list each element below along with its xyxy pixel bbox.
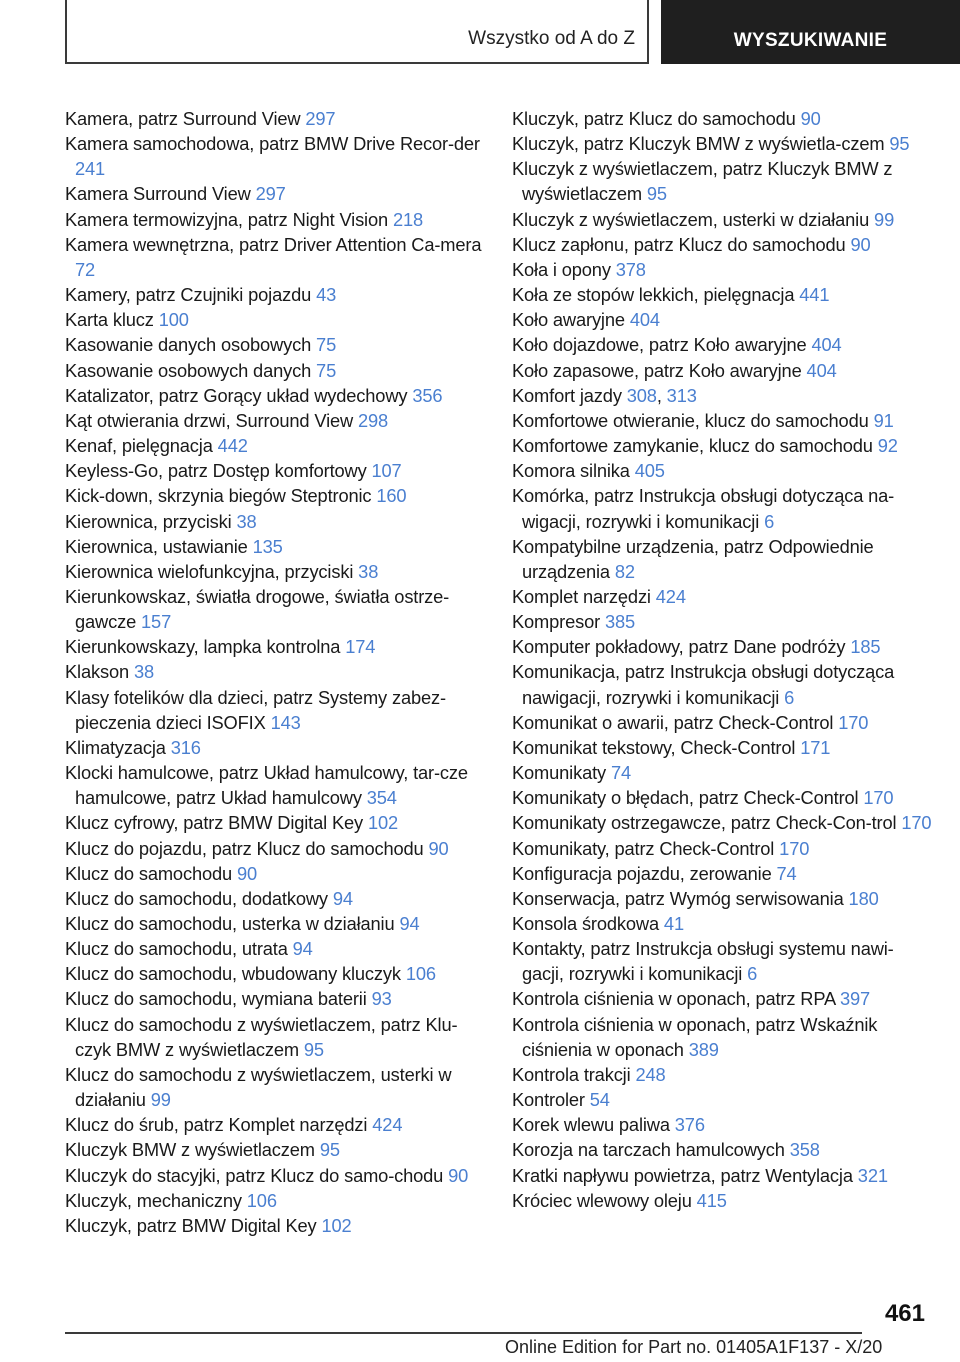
entry-term: Klocki hamulcowe, patrz Układ hamulcowy, tar-cze hamulcowe, patrz Układ hamulcowy xyxy=(65,762,468,809)
page-link[interactable]: 92 xyxy=(877,435,898,457)
page-link[interactable]: 397 xyxy=(840,988,871,1010)
entry-term: Kluczyk do stacyjki, patrz Klucz do samo-chodu xyxy=(65,1164,444,1186)
index-entry xyxy=(65,509,485,534)
page-link[interactable]: 82 xyxy=(614,560,635,582)
entry-term: Korek wlewu paliwa xyxy=(512,1114,670,1136)
index-entry xyxy=(512,433,932,458)
index-entry xyxy=(65,760,485,810)
index-entry xyxy=(512,207,932,232)
entry-term: Kamery, patrz Czujniki pojazdu xyxy=(65,284,312,306)
index-entry xyxy=(512,810,932,835)
page-link[interactable]: 424 xyxy=(655,585,686,607)
index-entry xyxy=(65,911,485,936)
page-link[interactable]: 38 xyxy=(358,560,379,582)
entry-term: Klucz cyfrowy, patrz BMW Digital Key xyxy=(65,812,363,834)
index-entry xyxy=(512,861,932,886)
page-link[interactable]: 95 xyxy=(303,1038,324,1060)
page-link[interactable]: 298 xyxy=(358,409,389,431)
entry-term: Kratki napływu powietrza, patrz Wentylacja xyxy=(512,1164,853,1186)
page-link[interactable]: 354 xyxy=(366,787,397,809)
tab-search[interactable]: WYSZUKIWANIE xyxy=(661,0,960,64)
page-link[interactable]: 376 xyxy=(674,1114,705,1136)
entry-term: Komunikaty xyxy=(512,762,607,784)
entry-term: Klucz do samochodu, wymiana baterii xyxy=(65,988,367,1010)
entry-term: Komunikaty o błędach, patrz Check-Control xyxy=(512,787,859,809)
entry-term: Komfortowe otwieranie, klucz do samochodu xyxy=(512,409,869,431)
page-link[interactable]: 405 xyxy=(634,460,665,482)
entry-term: Kluczyk z wyświetlaczem, usterki w działaniu xyxy=(512,208,870,230)
index-entry xyxy=(512,458,932,483)
page-link[interactable]: 99 xyxy=(874,208,895,230)
page-link[interactable]: 41 xyxy=(663,913,684,934)
page-link[interactable]: 6 xyxy=(764,510,775,532)
entry-term: Komórka, patrz Instrukcja obsługi dotycząca na-wigacji, rozrywki i komunikacji xyxy=(512,485,895,532)
index-entry xyxy=(65,207,485,232)
index-entry xyxy=(512,232,932,257)
page-link[interactable]: 91 xyxy=(873,409,894,431)
page-link[interactable]: 90 xyxy=(850,233,871,255)
page-link[interactable]: 38 xyxy=(236,510,257,532)
section-label[interactable]: Wszystko od A do Z xyxy=(468,28,635,49)
index-entry xyxy=(512,1163,932,1188)
entry-term: Klasy fotelików dla dzieci, patrz Systemy zabez-pieczenia dzieci ISOFIX xyxy=(65,686,446,733)
entry-term: Klucz do samochodu, dodatkowy xyxy=(65,887,328,909)
index-entry xyxy=(65,735,485,760)
index-entry xyxy=(65,307,485,332)
index-entry xyxy=(65,1163,485,1188)
page-link[interactable]: 135 xyxy=(252,535,283,557)
entry-term: Korozja na tarczach hamulcowych xyxy=(512,1139,785,1161)
index-entry xyxy=(65,584,485,634)
index-column-left xyxy=(65,106,485,1238)
page-link[interactable]: 100 xyxy=(158,309,189,331)
index-entry xyxy=(512,358,932,383)
index-entry xyxy=(512,534,932,584)
entry-term: Kontrola ciśnienia w oponach, patrz RPA xyxy=(512,988,836,1010)
entry-term: Klucz do pojazdu, patrz Klucz do samochodu xyxy=(65,837,424,859)
entry-term: Komunikacja, patrz Instrukcja obsługi dotycząca nawigacji, rozrywki i komunikacji xyxy=(512,661,895,708)
page-link[interactable]: 38 xyxy=(133,661,154,683)
page-link[interactable]: 441 xyxy=(799,284,830,306)
footer-rule xyxy=(65,1332,862,1334)
index-entry xyxy=(512,659,932,709)
index-entry xyxy=(65,1213,485,1238)
page-link[interactable]: 404 xyxy=(811,334,842,356)
entry-term: Koło dojazdowe, patrz Koło awaryjne xyxy=(512,334,807,356)
page-link[interactable]: 106 xyxy=(405,963,436,985)
page-link[interactable]: 90 xyxy=(800,108,821,129)
index-entry xyxy=(65,836,485,861)
index-entry xyxy=(512,986,932,1011)
entry-term: Kamera Surround View xyxy=(65,183,251,205)
page-link[interactable]: 442 xyxy=(217,435,248,457)
page-link[interactable]: 297 xyxy=(305,108,336,129)
page-link[interactable]: 93 xyxy=(371,988,392,1010)
index-entry xyxy=(65,1062,485,1112)
entry-term: Klucz do samochodu z wyświetlaczem, patrz Klu-czyk BMW z wyświetlaczem xyxy=(65,1013,458,1060)
page-link[interactable]: 174 xyxy=(345,636,376,658)
entry-term: Kasowanie osobowych danych xyxy=(65,359,312,381)
index-entry xyxy=(512,483,932,533)
page-link[interactable]: 308 xyxy=(626,384,657,406)
entry-term: Klimatyzacja xyxy=(65,736,166,758)
page-link[interactable]: 106 xyxy=(246,1189,277,1211)
page-link[interactable]: 415 xyxy=(696,1189,727,1211)
page-link[interactable]: 99 xyxy=(150,1089,171,1111)
header-rule-left xyxy=(65,0,67,63)
entry-term: Karta klucz xyxy=(65,309,154,331)
page-link[interactable]: 358 xyxy=(789,1139,820,1161)
page-link[interactable]: 248 xyxy=(635,1063,666,1085)
index-entry xyxy=(65,282,485,307)
index-entry xyxy=(65,483,485,508)
page-link[interactable]: 54 xyxy=(589,1089,610,1111)
entry-term: Klucz zapłonu, patrz Klucz do samochodu xyxy=(512,233,846,255)
entry-term: Komunikaty ostrzegawcze, patrz Check-Con-trol xyxy=(512,812,897,834)
entry-term: Kamera termowizyjna, patrz Night Vision xyxy=(65,208,389,230)
index-column-right xyxy=(512,106,932,1213)
entry-term: Klucz do samochodu xyxy=(65,862,233,884)
index-entry xyxy=(65,458,485,483)
page-link[interactable]: 95 xyxy=(646,183,667,205)
entry-term: Kontakty, patrz Instrukcja obsługi systemu nawi-gacji, rozrywki i komunikacji xyxy=(512,938,894,985)
entry-term: Kompatybilne urządzenia, patrz Odpowiednie urządzenia xyxy=(512,535,874,582)
index-entry: Komfort jazdy 308, 313 xyxy=(512,384,697,406)
index-entry xyxy=(512,634,932,659)
page-link[interactable]: 43 xyxy=(316,284,337,306)
page-link[interactable]: 389 xyxy=(688,1038,719,1060)
page-link[interactable]: 424 xyxy=(372,1114,403,1136)
edition-footer: Online Edition for Part no. 01405A1F137 - X/20 xyxy=(505,1337,883,1357)
entry-term: Konsola środkowa xyxy=(512,913,659,934)
index-entry xyxy=(65,886,485,911)
entry-term: Kierownica, ustawianie xyxy=(65,535,248,557)
index-entry xyxy=(512,257,932,282)
entry-term: Kluczyk, patrz Klucz do samochodu xyxy=(512,108,796,129)
entry-term: Kontroler xyxy=(512,1089,585,1111)
index-entry xyxy=(512,1188,932,1213)
entry-term: Kluczyk, patrz Kluczyk BMW z wyświetla-czem xyxy=(512,133,885,155)
entry-term: Króciec wlewowy oleju xyxy=(512,1189,692,1211)
entry-term: Kluczyk, mechaniczny xyxy=(65,1189,242,1211)
entry-term: Komplet narzędzi xyxy=(512,585,651,607)
page-link[interactable]: 218 xyxy=(392,208,424,230)
page-link[interactable]: 404 xyxy=(806,359,837,381)
index-entry xyxy=(65,383,485,408)
entry-term: Kompresor xyxy=(512,611,601,633)
index-entry xyxy=(65,961,485,986)
entry-term: Klucz do samochodu z wyświetlaczem, usterki w działaniu xyxy=(65,1063,452,1111)
entry-term: Kluczyk, patrz BMW Digital Key xyxy=(65,1214,317,1236)
page-link[interactable]: 95 xyxy=(319,1139,340,1161)
index-entry xyxy=(65,106,485,131)
index-entry xyxy=(512,584,932,609)
page-link[interactable]: 385 xyxy=(605,611,636,633)
index-entry xyxy=(512,886,932,911)
entry-term: Kierownica, przyciski xyxy=(65,510,232,532)
index-entry xyxy=(65,861,485,886)
index-entry xyxy=(65,131,485,181)
index-entry xyxy=(65,534,485,559)
entry-term: Klucz do śrub, patrz Komplet narzędzi xyxy=(65,1114,368,1136)
entry-term: Kasowanie danych osobowych xyxy=(65,334,312,356)
page-link[interactable]: 107 xyxy=(371,460,402,482)
page-link[interactable]: 241 xyxy=(75,158,106,180)
page-link[interactable]: 313 xyxy=(666,384,697,406)
index-entry xyxy=(65,408,485,433)
entry-term: Koła i opony xyxy=(512,258,611,280)
index-entry xyxy=(512,710,932,735)
entry-term: Kamera samochodowa, patrz BMW Drive Recor-der xyxy=(65,133,480,155)
index-entry xyxy=(65,332,485,357)
page-link[interactable]: 94 xyxy=(399,913,420,934)
page-link[interactable]: 72 xyxy=(75,258,96,280)
page-link[interactable]: 378 xyxy=(615,258,646,280)
entry-term: Klucz do samochodu, wbudowany kluczyk xyxy=(65,963,401,985)
index-entry xyxy=(65,232,485,282)
index-entry xyxy=(65,659,485,684)
index-entry xyxy=(512,911,932,936)
index-entry xyxy=(512,1137,932,1162)
page-link[interactable]: 171 xyxy=(800,736,831,758)
index-entry xyxy=(512,760,932,785)
page-link[interactable]: 297 xyxy=(255,183,286,205)
index-entry xyxy=(512,1062,932,1087)
entry-term: Komunikat tekstowy, Check-Control xyxy=(512,736,796,758)
page-link[interactable]: 404 xyxy=(629,309,660,331)
entry-term: Kontrola trakcji xyxy=(512,1063,631,1085)
index-entry xyxy=(512,1112,932,1137)
index-entry xyxy=(512,785,932,810)
page-link[interactable]: 94 xyxy=(332,887,353,909)
page-link[interactable]: 75 xyxy=(316,334,337,356)
page-link[interactable]: 157 xyxy=(141,611,172,633)
index-entry xyxy=(65,1112,485,1137)
header-rule-bottom xyxy=(65,62,649,64)
page-link[interactable]: 6 xyxy=(747,963,758,985)
index-entry xyxy=(512,106,932,131)
index-entry xyxy=(65,358,485,383)
entry-term: Kick-down, skrzynia biegów Steptronic xyxy=(65,485,372,507)
page-link[interactable]: 95 xyxy=(889,133,910,155)
entry-term: Katalizator, patrz Gorący układ wydechowy xyxy=(65,384,408,406)
page-link[interactable]: 74 xyxy=(776,862,797,884)
entry-term: Klucz do samochodu, usterka w działaniu xyxy=(65,913,395,934)
page-link[interactable]: 185 xyxy=(850,636,881,658)
entry-term: Kąt otwierania drzwi, Surround View xyxy=(65,409,354,431)
page-link[interactable]: 321 xyxy=(857,1164,888,1186)
page-link[interactable]: 75 xyxy=(316,359,337,381)
index-entry xyxy=(512,936,932,986)
index-entry xyxy=(65,1188,485,1213)
index-entry xyxy=(65,433,485,458)
page-link[interactable]: 316 xyxy=(170,736,201,758)
page-link[interactable]: 102 xyxy=(321,1214,352,1236)
index-entry xyxy=(65,559,485,584)
entry-term: Koło zapasowe, patrz Koło awaryjne xyxy=(512,359,802,381)
entry-term: Koło awaryjne xyxy=(512,309,625,331)
index-entry xyxy=(512,609,932,634)
entry-term: Komputer pokładowy, patrz Dane podróży xyxy=(512,636,846,658)
index-entry xyxy=(65,986,485,1011)
page-link[interactable]: 94 xyxy=(292,938,313,960)
index-entry xyxy=(512,332,932,357)
entry-term: Kamera wewnętrzna, patrz Driver Attention Ca-mera xyxy=(65,233,482,255)
index-entry xyxy=(512,156,932,206)
index-entry xyxy=(65,936,485,961)
entry-term: Kierunkowskaz, światła drogowe, światła ostrze-gawcze xyxy=(65,585,450,633)
page-link[interactable]: 74 xyxy=(610,762,631,784)
header-rule-mid xyxy=(647,0,649,63)
entry-term: Komunikat o awarii, patrz Check-Control xyxy=(512,711,834,733)
page-link[interactable]: 143 xyxy=(270,711,301,733)
index-entry xyxy=(65,181,485,206)
entry-term: Komfort jazdy xyxy=(512,384,622,406)
entry-term: Kontrola ciśnienia w oponach, patrz Wskaźnik ciśnienia w oponach xyxy=(512,1013,878,1060)
entry-term: Kierunkowskazy, lampka kontrolna xyxy=(65,636,341,658)
page-number: 461 xyxy=(884,1300,925,1327)
index-entry xyxy=(512,282,932,307)
entry-term: Koła ze stopów lekkich, pielęgnacja xyxy=(512,284,795,306)
entry-term: Kamera, patrz Surround View xyxy=(65,108,301,129)
entry-term: Komfortowe zamykanie, klucz do samochodu xyxy=(512,435,873,457)
entry-term: Komunikaty, patrz Check-Control xyxy=(512,837,775,859)
page-link[interactable]: 102 xyxy=(367,812,398,834)
entry-term: Kenaf, pielęgnacja xyxy=(65,435,213,457)
entry-term: Keyless-Go, patrz Dostęp komfortowy xyxy=(65,460,367,482)
page-link[interactable]: 160 xyxy=(376,485,407,507)
index-entry xyxy=(512,735,932,760)
index-entry xyxy=(512,307,932,332)
index-entry xyxy=(65,1012,485,1062)
index-entry xyxy=(512,131,932,156)
index-entry xyxy=(65,810,485,835)
index-entry xyxy=(512,836,932,861)
page-link[interactable]: 90 xyxy=(428,837,449,859)
entry-term: Konserwacja, patrz Wymóg serwisowania xyxy=(512,887,844,909)
index-entry xyxy=(512,1087,932,1112)
page-link[interactable]: 170 xyxy=(838,711,869,733)
entry-term: Konfiguracja pojazdu, zerowanie xyxy=(512,862,772,884)
page-link[interactable]: 90 xyxy=(448,1164,469,1186)
page-link[interactable]: 180 xyxy=(848,887,879,909)
page-link[interactable]: 170 xyxy=(779,837,810,859)
page-link[interactable]: 6 xyxy=(784,686,795,708)
page-link[interactable]: 170 xyxy=(901,812,932,834)
page-link[interactable]: 170 xyxy=(863,787,894,809)
index-entry xyxy=(512,1012,932,1062)
index-entry xyxy=(65,1137,485,1162)
page-link[interactable]: 90 xyxy=(236,862,257,884)
page-link[interactable]: 356 xyxy=(412,384,443,406)
entry-term: Kluczyk BMW z wyświetlaczem xyxy=(65,1139,315,1161)
index-entry xyxy=(65,634,485,659)
entry-term: Klakson xyxy=(65,661,129,683)
entry-term: Klucz do samochodu, utrata xyxy=(65,938,288,960)
entry-term: Kierownica wielofunkcyjna, przyciski xyxy=(65,560,354,582)
index-entry xyxy=(65,685,485,735)
entry-term: Komora silnika xyxy=(512,460,630,482)
index-entry xyxy=(512,408,932,433)
entry-term: Kluczyk z wyświetlaczem, patrz Kluczyk BMW z wyświetlaczem xyxy=(512,158,893,205)
